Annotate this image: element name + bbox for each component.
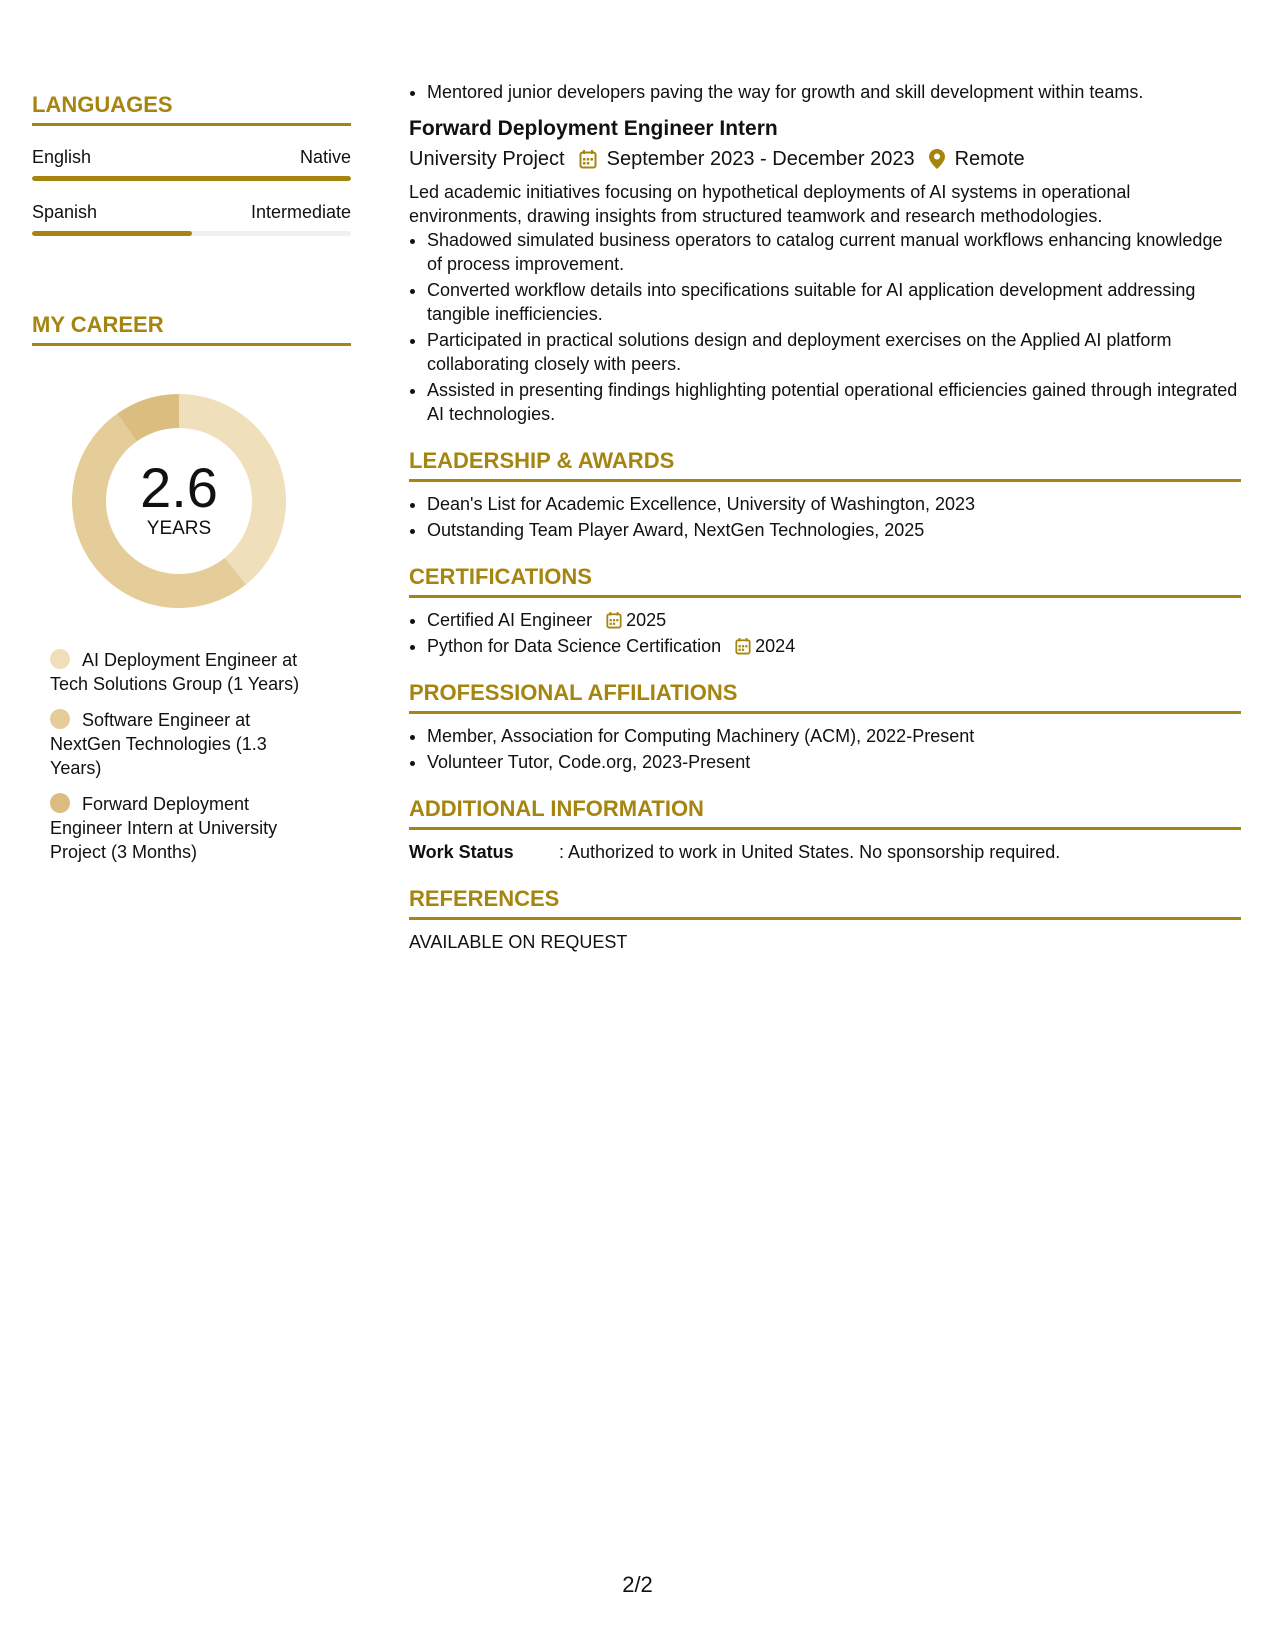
- references-heading: REFERENCES: [409, 886, 1241, 920]
- career-total-unit: YEARS: [146, 518, 212, 539]
- cert-year: 2024: [755, 636, 796, 656]
- affiliations-heading: PROFESSIONAL AFFILIATIONS: [409, 680, 1241, 714]
- list-item: • Outstanding Team Player Award, NextGen Technologies, 2025: [427, 518, 1241, 542]
- job-location: Remote: [954, 148, 1025, 170]
- list-item: • Shadowed simulated business operators to catalog current manual workflows enhancing knowledge of process improvement.: [427, 228, 1241, 276]
- awards-section: [409, 448, 1241, 542]
- additional-heading: ADDITIONAL INFORMATION: [409, 796, 1241, 830]
- language-level: Native: [299, 147, 351, 167]
- previous-job-bullets: [409, 80, 1241, 104]
- list-item: • Member, Association for Computing Machinery (ACM), 2022-Present: [427, 724, 1241, 748]
- list-item: [427, 608, 1241, 632]
- map-pin-icon: [929, 149, 945, 169]
- career-legend: [50, 648, 320, 864]
- language-bar: [32, 176, 351, 181]
- page-number: 2/2: [622, 1572, 653, 1597]
- cert-name: Certified AI Engineer: [427, 610, 593, 630]
- language-level: Intermediate: [250, 202, 351, 222]
- work-status-label: Work Status: [409, 842, 514, 862]
- list-item: • Assisted in presenting findings highlighting potential operational efficiencies gained through integrated AI technologies.: [427, 378, 1241, 426]
- language-item: [32, 201, 351, 236]
- legend-label: AI Deployment Engineer at Tech Solutions Group (1 Years): [50, 650, 300, 694]
- work-status-value: : Authorized to work in United States. No sponsorship required.: [559, 842, 1061, 862]
- additional-section: [409, 796, 1241, 864]
- left-column: [32, 92, 351, 876]
- languages-heading: LANGUAGES: [32, 92, 351, 126]
- job-title: Forward Deployment Engineer Intern: [409, 117, 778, 140]
- calendar-icon: [579, 149, 597, 169]
- cert-year: 2025: [626, 610, 667, 630]
- job-meta: [409, 146, 1241, 172]
- certifications-section: [409, 564, 1241, 658]
- list-item: • Mentored junior developers paving the way for growth and skill development within teams.: [427, 80, 1241, 104]
- cert-name: Python for Data Science Certification: [427, 636, 722, 656]
- legend-dot: [50, 709, 70, 729]
- references-text: AVAILABLE ON REQUEST: [409, 932, 628, 952]
- career-heading: MY CAREER: [32, 312, 351, 346]
- legend-label: Software Engineer at NextGen Technologies (1.3 Years): [50, 710, 267, 778]
- job-description: Led academic initiatives focusing on hypothetical deployments of AI systems in operational environments, drawing insights from structured teamwork and research methodologies.: [409, 182, 1131, 226]
- right-column: [409, 80, 1241, 954]
- list-item: • Dean's List for Academic Excellence, University of Washington, 2023: [427, 492, 1241, 516]
- language-name: Spanish: [32, 202, 98, 222]
- certifications-heading: CERTIFICATIONS: [409, 564, 1241, 598]
- legend-dot: [50, 649, 70, 669]
- legend-label: Forward Deployment Engineer Intern at University Project (3 Months): [50, 794, 278, 862]
- list-item: [427, 634, 1241, 658]
- career-donut: [64, 386, 294, 616]
- references-section: [409, 886, 1241, 954]
- language-bar: [32, 231, 351, 236]
- list-item: • Converted workflow details into specifications suitable for AI application development addressing tangible inefficiencies.: [427, 278, 1241, 326]
- list-item: • Volunteer Tutor, Code.org, 2023-Present: [427, 750, 1241, 774]
- language-item: [32, 146, 351, 181]
- language-name: English: [32, 147, 92, 167]
- career-total-years: 2.6: [140, 456, 218, 519]
- list-item: • Participated in practical solutions design and deployment exercises on the Applied AI platform collaborating closely with peers.: [427, 328, 1241, 376]
- legend-dot: [50, 793, 70, 813]
- awards-heading: LEADERSHIP & AWARDS: [409, 448, 1241, 482]
- legend-item: [50, 708, 320, 780]
- affiliations-section: [409, 680, 1241, 774]
- legend-item: [50, 648, 320, 696]
- calendar-icon: [606, 611, 622, 629]
- calendar-icon: [735, 637, 751, 655]
- legend-item: [50, 792, 320, 864]
- job-bullets: [409, 228, 1241, 426]
- job-company: University Project: [409, 148, 565, 170]
- job-dates: September 2023 - December 2023: [606, 148, 915, 170]
